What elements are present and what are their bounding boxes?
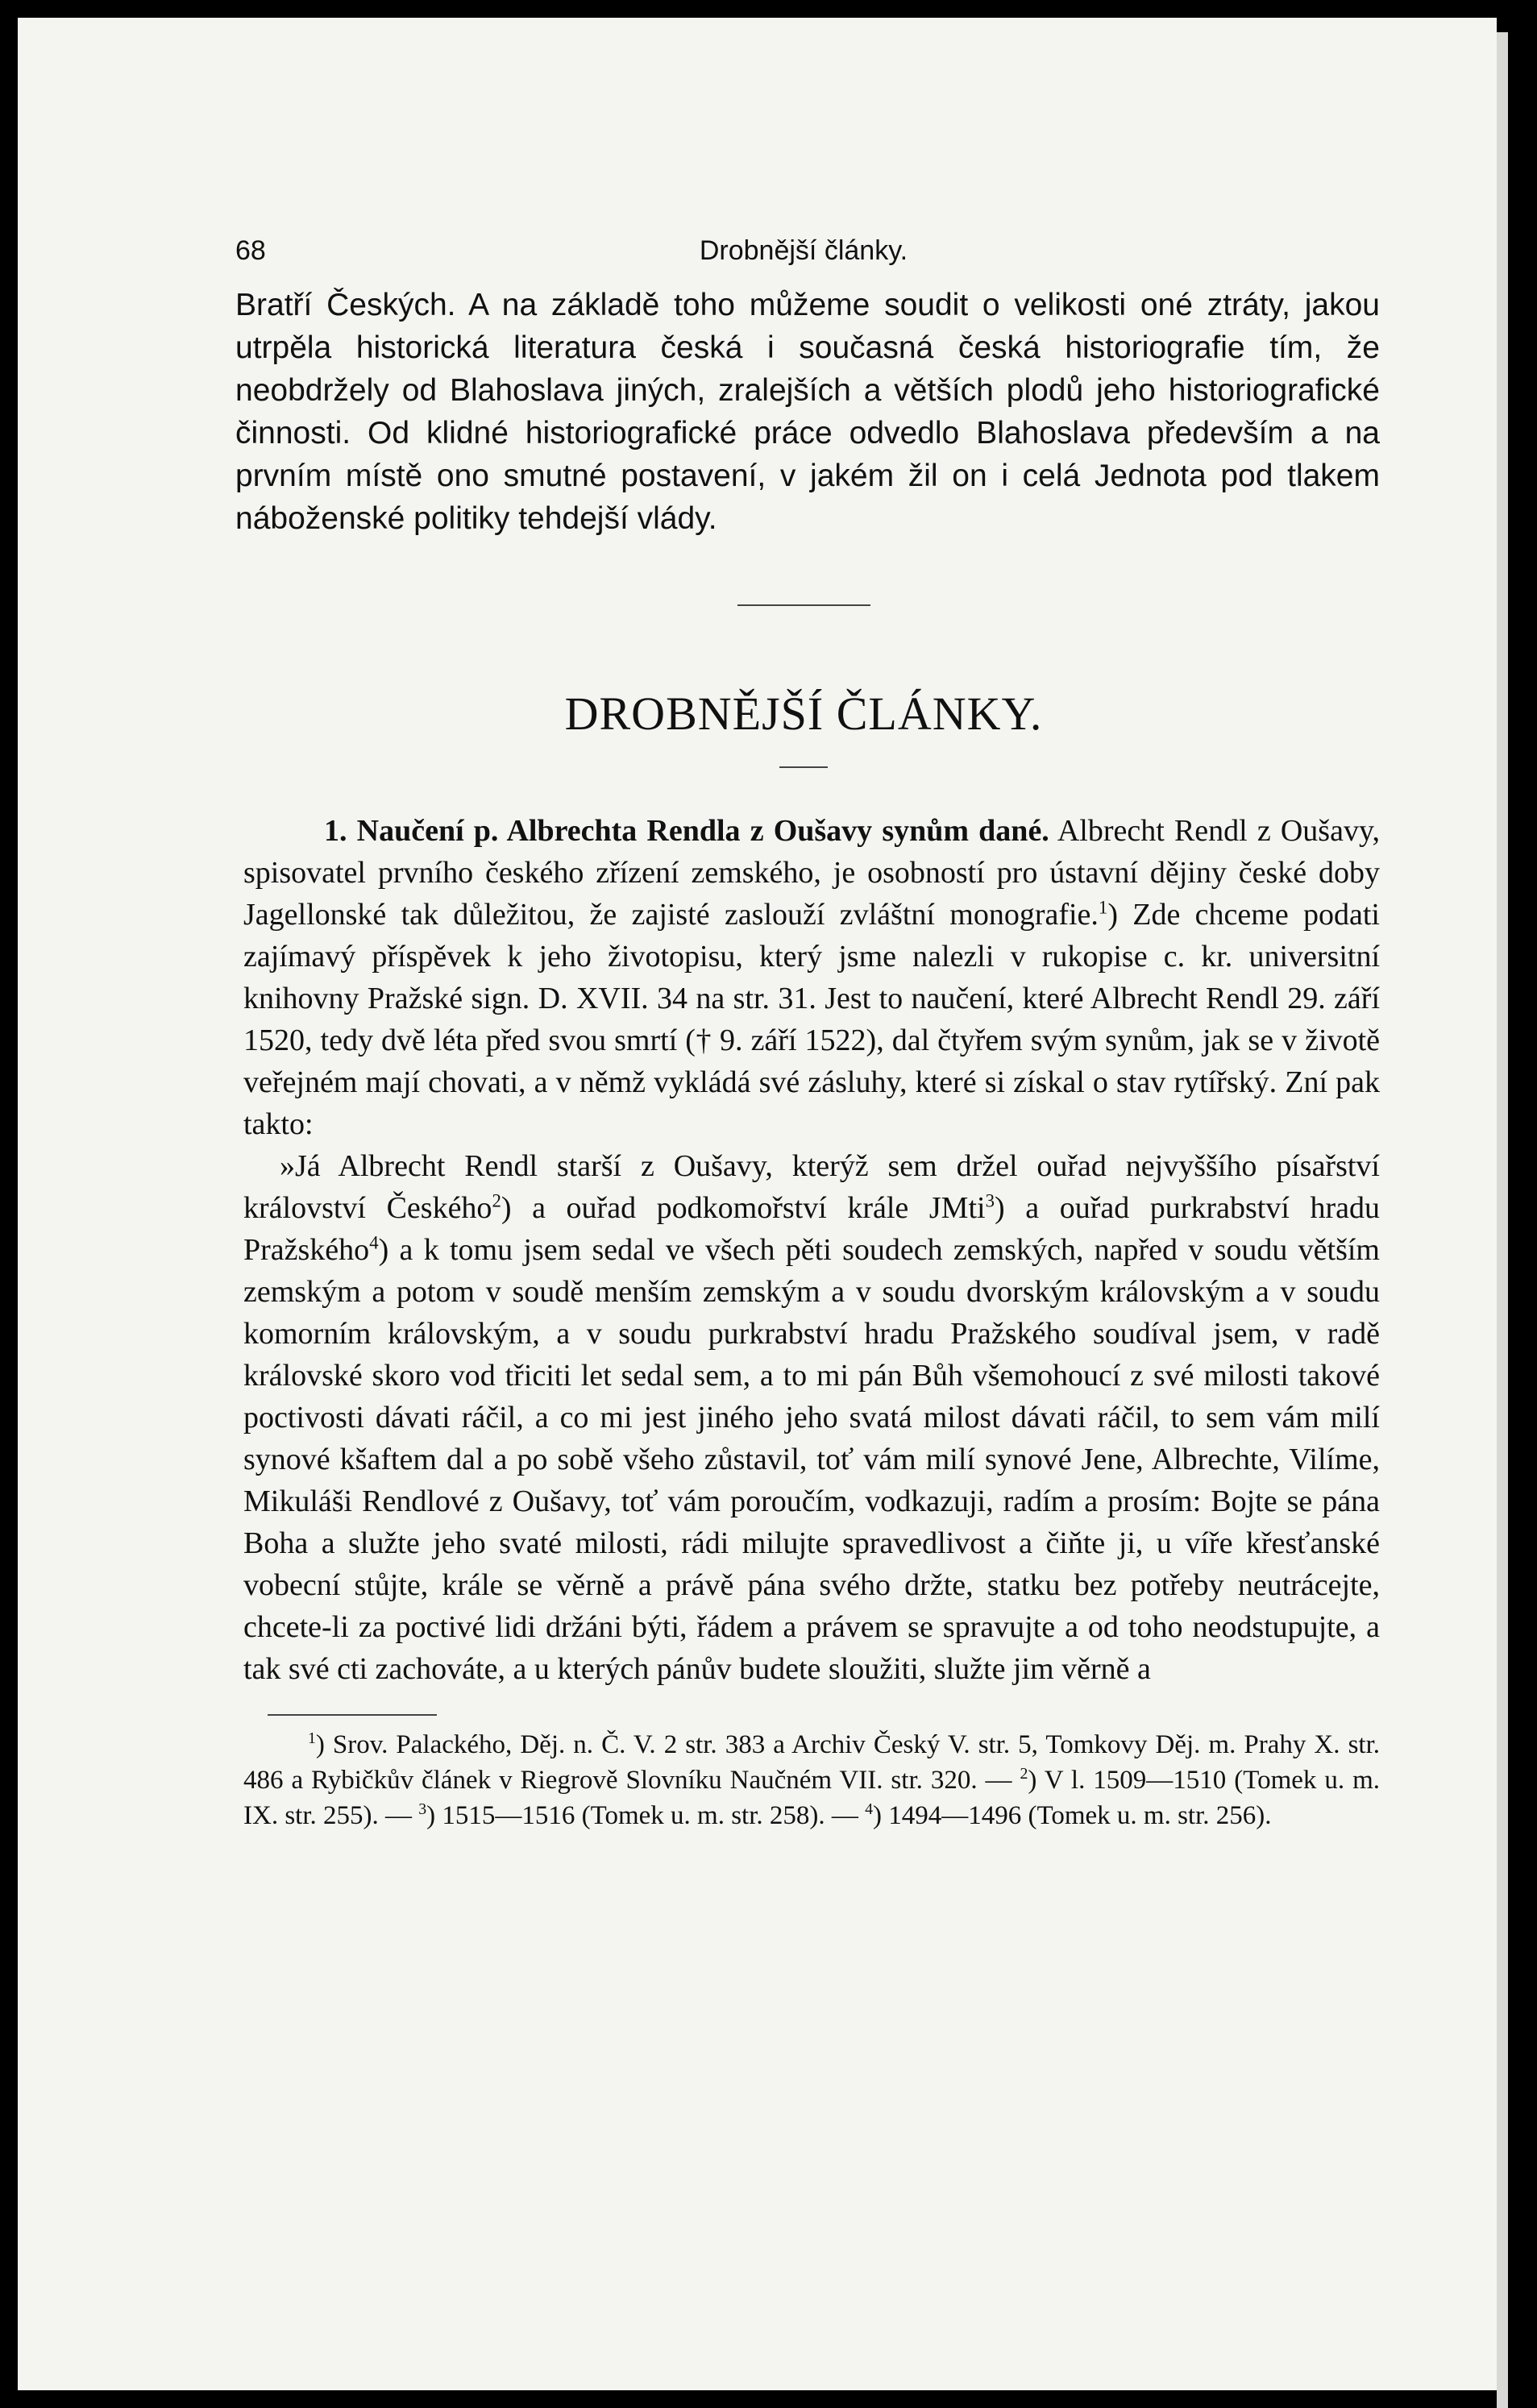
quotation-paragraph (219, 1145, 1388, 1690)
running-header (219, 235, 1388, 284)
quote-text-2: ) a ouřad podkomořství krále JMti (501, 1191, 986, 1225)
quote-text-3: ) a ouřad purkrabství hradu Pražského (243, 1191, 1380, 1267)
footnote-rule (268, 1714, 437, 1716)
scan-page-edge (1497, 32, 1508, 2408)
page-content (219, 235, 1388, 1833)
footnotes (219, 1727, 1388, 1833)
footnote-ref-4: 4 (369, 1232, 379, 1253)
article-heading: 1. Naučení p. Albrechta Rendla z Oušavy synům dané. (324, 814, 1049, 848)
section-title: DROBNĚJŠÍ ČLÁNKY. (564, 687, 1043, 740)
running-title: Drobnější články. (699, 235, 908, 266)
article-text-2: ) Zde chceme podati zajímavý příspěvek k jeho životopisu, který jsme nalezli v rukopise c. kr. universitní knihovny Pražské sign. D. XVII. 34 na str. 31. Jest to naučení, které Albrecht Rendl 29. září 1520, tedy dvě léta před svou smrtí († 9. září 1522), dal čtyřem svým synům, jak se v životě veřejném mají chovati, a v němž vykládá své zásluhy, které si získal o stav rytířský. Zní pak takto: (243, 898, 1380, 1141)
footnote-mark-1: 1 (308, 1729, 316, 1747)
article-paragraph (219, 810, 1388, 1145)
footnote-mark-2: 2 (1020, 1765, 1028, 1783)
footnote-1: ) Srov. Palackého, Děj. n. Č. V. 2 str. 383 a Archiv Český V. str. 5, Tomkovy Děj. m. Prahy X. str. 486 a Rybičkův článek v Riegrově Slovníku Naučném VII. str. 320. — (243, 1730, 1380, 1795)
short-separator-rule (779, 766, 828, 768)
footnote-3: ) 1515—1516 (Tomek u. m. str. 258). — (426, 1801, 858, 1830)
footnote-4: ) 1494—1496 (Tomek u. m. str. 256). (873, 1801, 1272, 1830)
intro-paragraph: Bratří Českých. A na základě toho můžeme soudit o velikosti oné ztráty, jakou utrpěla historická literatura česká i současná česká historiografie tím, že neobdržely od Blahoslava jiných, zralejších a větších plodů jeho historiografické činnosti. Od klidné historiografické práce odvedlo Blahoslava především a na prvním místě ono smutné postavení, v jakém žil on i celá Jednota pod tlakem náboženské politiky tehdejší vlády. (235, 288, 1380, 536)
footnote-mark-3: 3 (418, 1800, 427, 1818)
book-page (18, 18, 1497, 2390)
footnote-ref-1: 1 (1098, 897, 1108, 918)
footnote-ref-3: 3 (985, 1190, 995, 1211)
footnote-mark-4: 4 (865, 1800, 874, 1818)
separator-rule (737, 604, 870, 606)
quote-text-1: »Já Albrecht Rendl starší z Oušavy, kterýž sem držel ouřad nejvyššího písařství království Českého (243, 1149, 1380, 1225)
page-number: 68 (235, 235, 266, 266)
footnote-2: ) V l. 1509—1510 (Tomek u. m. IX. str. 255). — (243, 1766, 1381, 1830)
article-text-1: Albrecht Rendl z Oušavy, spisovatel prvního českého zřízení zemského, je osobností pro ústavní dějiny české doby Jagellonské tak důležitou, že zajisté zaslouží zvláštní monografie. (243, 814, 1380, 932)
quote-text-4: ) a k tomu jsem sedal ve všech pěti soudech zemských, napřed v soudu větším zemským a potom v soudě menším zemským a v soudu dvorským královským a v soudu komorním královským, a v soudu purkrabství hradu Pražského soudíval jsem, v radě královské skoro vod třiciti let sedal sem, a to mi pán Bůh všemohoucí z své milosti takové poctivosti dávati ráčil, a co mi jest jiného jeho svatá milost dávati ráčil, to sem vám milí synové kšaftem dal a po sobě všeho zůstavil, toť vám milí synové Jene, Albrechte, Vilíme, Mikuláši Rendlové z Oušavy, toť vám poroučím, vodkazuji, radím a prosím: Bojte se pána Boha a služte jeho svaté milosti, rádi milujte spravedlivost a čiňte ji, u víře křesťanské vobecní stůjte, krále se věrně a právě pána svého držte, statku bez potřeby neutrácejte, chcete-li za poctivé lidi držáni býti, řádem a právem se spravujte a od toho neodstupujte, a tak své cti zachováte, a u kterých pánův budete sloužiti, služte jim věrně a (243, 1233, 1380, 1686)
footnote-ref-2: 2 (492, 1190, 501, 1211)
